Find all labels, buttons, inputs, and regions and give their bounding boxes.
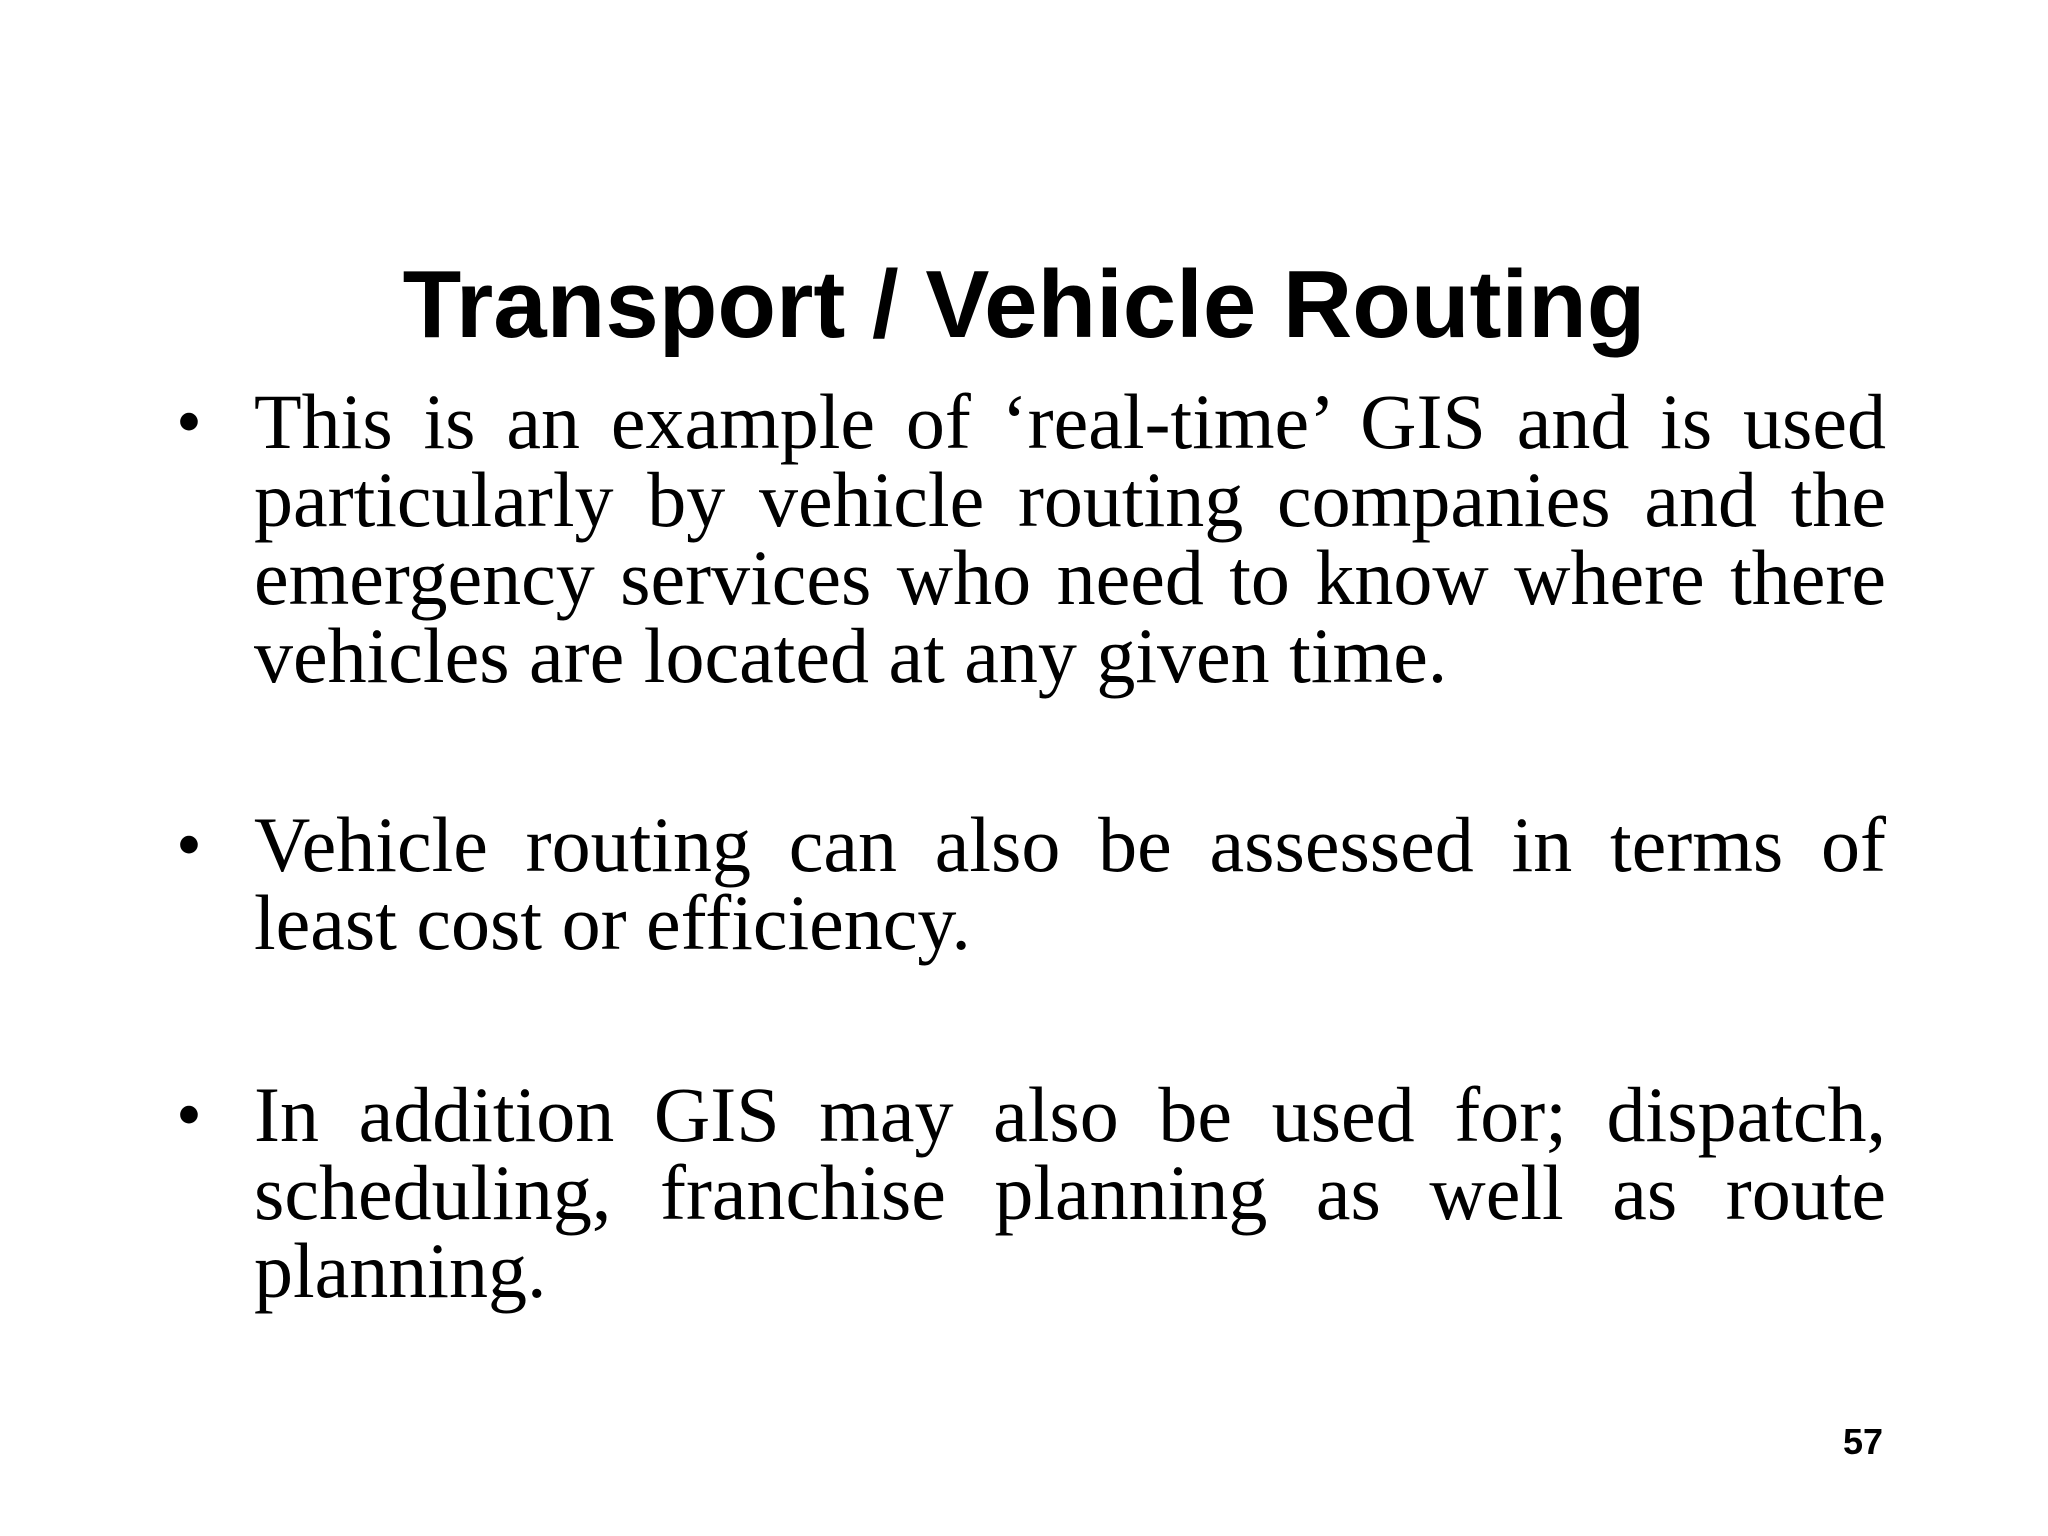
bullet-marker: • (176, 804, 202, 886)
slide-title: Transport / Vehicle Routing (402, 251, 1646, 359)
bullet-text: This is an example of ‘real-time’ GIS and is used particularly by vehicle routing companies and the emergency services who need to know where there vehicles are located at any given time. (254, 378, 1886, 699)
bullet-text: Vehicle routing can also be assessed in terms of least cost or efficiency. (254, 801, 1886, 966)
bullet-text: In addition GIS may also be used for; dispatch, scheduling, franchise planning as well as route planning. (254, 1071, 1886, 1314)
page-number: 57 (1842, 1421, 1883, 1462)
bullet-marker: • (176, 381, 202, 463)
bullet-marker: • (176, 1074, 202, 1156)
